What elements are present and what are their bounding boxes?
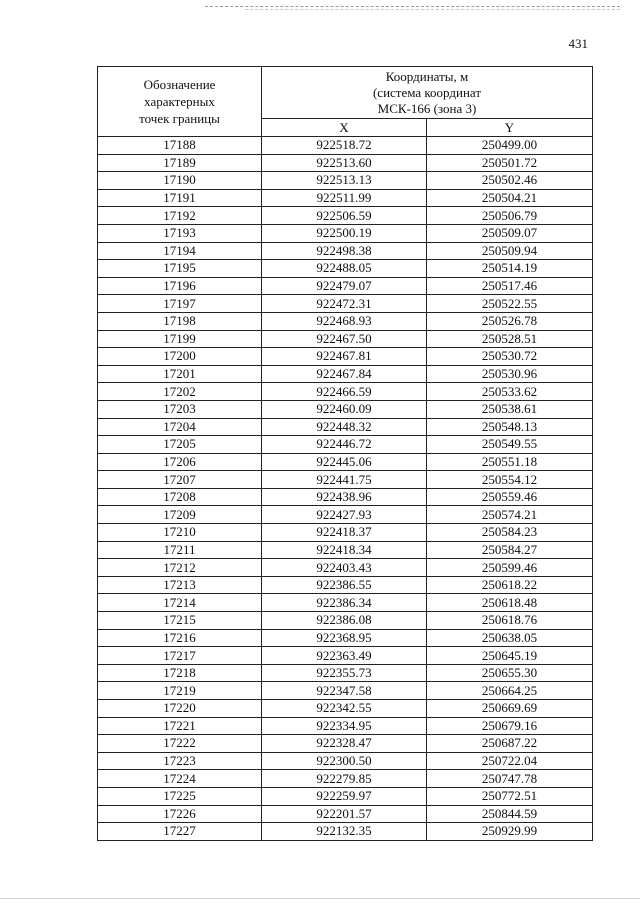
header-point-designation bbox=[98, 67, 262, 137]
point-id-cell: 17195 bbox=[98, 260, 262, 278]
y-coordinate-cell: 250618.22 bbox=[427, 576, 593, 594]
table-row bbox=[98, 453, 593, 471]
point-id-cell: 17223 bbox=[98, 752, 262, 770]
header-coordinates-line: МСК-166 (зона 3) bbox=[377, 100, 477, 116]
x-coordinate-cell: 922513.13 bbox=[262, 172, 427, 190]
y-coordinate-cell: 250509.07 bbox=[427, 224, 593, 242]
table-row bbox=[98, 664, 593, 682]
y-coordinate-cell: 250530.72 bbox=[427, 348, 593, 366]
table-row bbox=[98, 365, 593, 383]
table-row bbox=[98, 154, 593, 172]
point-id-cell: 17189 bbox=[98, 154, 262, 172]
table-row bbox=[98, 400, 593, 418]
table-row bbox=[98, 612, 593, 630]
y-coordinate-cell: 250499.00 bbox=[427, 137, 593, 155]
table-row bbox=[98, 506, 593, 524]
table-row bbox=[98, 260, 593, 278]
table-row bbox=[98, 471, 593, 489]
y-coordinate-cell: 250538.61 bbox=[427, 400, 593, 418]
x-coordinate-cell: 922418.34 bbox=[262, 541, 427, 559]
header-point-designation-line: точек границы bbox=[139, 111, 220, 126]
y-coordinate-cell: 250504.21 bbox=[427, 189, 593, 207]
point-id-cell: 17221 bbox=[98, 717, 262, 735]
y-coordinate-cell: 250549.55 bbox=[427, 436, 593, 454]
table-row bbox=[98, 524, 593, 542]
table-row bbox=[98, 418, 593, 436]
y-coordinate-cell: 250584.23 bbox=[427, 524, 593, 542]
x-coordinate-cell: 922300.50 bbox=[262, 752, 427, 770]
point-id-cell: 17226 bbox=[98, 805, 262, 823]
header-coordinates bbox=[262, 67, 593, 119]
y-coordinate-cell: 250679.16 bbox=[427, 717, 593, 735]
y-coordinate-cell: 250551.18 bbox=[427, 453, 593, 471]
y-coordinate-cell: 250528.51 bbox=[427, 330, 593, 348]
x-coordinate-cell: 922386.34 bbox=[262, 594, 427, 612]
point-id-cell: 17225 bbox=[98, 787, 262, 805]
x-coordinate-cell: 922500.19 bbox=[262, 224, 427, 242]
y-coordinate-cell: 250599.46 bbox=[427, 559, 593, 577]
point-id-cell: 17198 bbox=[98, 312, 262, 330]
point-id-cell: 17200 bbox=[98, 348, 262, 366]
header-y: Y bbox=[427, 119, 593, 137]
table-row bbox=[98, 242, 593, 260]
table-header bbox=[98, 67, 593, 137]
point-id-cell: 17201 bbox=[98, 365, 262, 383]
y-coordinate-cell: 250509.94 bbox=[427, 242, 593, 260]
point-id-cell: 17215 bbox=[98, 612, 262, 630]
point-id-cell: 17191 bbox=[98, 189, 262, 207]
x-coordinate-cell: 922467.50 bbox=[262, 330, 427, 348]
x-coordinate-cell: 922460.09 bbox=[262, 400, 427, 418]
scan-bottom-edge bbox=[0, 898, 640, 899]
y-coordinate-cell: 250506.79 bbox=[427, 207, 593, 225]
x-coordinate-cell: 922363.49 bbox=[262, 647, 427, 665]
y-coordinate-cell: 250747.78 bbox=[427, 770, 593, 788]
x-coordinate-cell: 922479.07 bbox=[262, 277, 427, 295]
x-coordinate-cell: 922438.96 bbox=[262, 488, 427, 506]
x-coordinate-cell: 922445.06 bbox=[262, 453, 427, 471]
y-coordinate-cell: 250514.19 bbox=[427, 260, 593, 278]
table-row bbox=[98, 823, 593, 841]
table-row bbox=[98, 717, 593, 735]
table-row bbox=[98, 682, 593, 700]
x-coordinate-cell: 922368.95 bbox=[262, 629, 427, 647]
y-coordinate-cell: 250530.96 bbox=[427, 365, 593, 383]
y-coordinate-cell: 250517.46 bbox=[427, 277, 593, 295]
x-coordinate-cell: 922467.81 bbox=[262, 348, 427, 366]
point-id-cell: 17209 bbox=[98, 506, 262, 524]
x-coordinate-cell: 922259.97 bbox=[262, 787, 427, 805]
table-row bbox=[98, 752, 593, 770]
x-coordinate-cell: 922488.05 bbox=[262, 260, 427, 278]
x-coordinate-cell: 922472.31 bbox=[262, 295, 427, 313]
point-id-cell: 17212 bbox=[98, 559, 262, 577]
table-row bbox=[98, 189, 593, 207]
table-row bbox=[98, 700, 593, 718]
y-coordinate-cell: 250844.59 bbox=[427, 805, 593, 823]
point-id-cell: 17222 bbox=[98, 735, 262, 753]
table-row bbox=[98, 594, 593, 612]
header-x: X bbox=[262, 119, 427, 137]
point-id-cell: 17211 bbox=[98, 541, 262, 559]
table-row bbox=[98, 207, 593, 225]
x-coordinate-cell: 922427.93 bbox=[262, 506, 427, 524]
point-id-cell: 17196 bbox=[98, 277, 262, 295]
table-row bbox=[98, 436, 593, 454]
point-id-cell: 17192 bbox=[98, 207, 262, 225]
point-id-cell: 17227 bbox=[98, 823, 262, 841]
table-row bbox=[98, 647, 593, 665]
point-id-cell: 17208 bbox=[98, 488, 262, 506]
table-row bbox=[98, 277, 593, 295]
y-coordinate-cell: 250554.12 bbox=[427, 471, 593, 489]
y-coordinate-cell: 250502.46 bbox=[427, 172, 593, 190]
x-coordinate-cell: 922355.73 bbox=[262, 664, 427, 682]
table-row bbox=[98, 805, 593, 823]
point-id-cell: 17219 bbox=[98, 682, 262, 700]
scan-top-dashes-secondary bbox=[245, 9, 620, 10]
point-id-cell: 17204 bbox=[98, 418, 262, 436]
point-id-cell: 17218 bbox=[98, 664, 262, 682]
x-coordinate-cell: 922518.72 bbox=[262, 137, 427, 155]
y-coordinate-cell: 250526.78 bbox=[427, 312, 593, 330]
y-coordinate-cell: 250584.27 bbox=[427, 541, 593, 559]
table-row bbox=[98, 330, 593, 348]
x-coordinate-cell: 922511.99 bbox=[262, 189, 427, 207]
y-coordinate-cell: 250618.48 bbox=[427, 594, 593, 612]
point-id-cell: 17193 bbox=[98, 224, 262, 242]
point-id-cell: 17206 bbox=[98, 453, 262, 471]
table-row bbox=[98, 348, 593, 366]
table-row bbox=[98, 559, 593, 577]
point-id-cell: 17199 bbox=[98, 330, 262, 348]
x-coordinate-cell: 922498.38 bbox=[262, 242, 427, 260]
table-row bbox=[98, 137, 593, 155]
table-row bbox=[98, 224, 593, 242]
x-coordinate-cell: 922418.37 bbox=[262, 524, 427, 542]
point-id-cell: 17202 bbox=[98, 383, 262, 401]
x-coordinate-cell: 922446.72 bbox=[262, 436, 427, 454]
y-coordinate-cell: 250559.46 bbox=[427, 488, 593, 506]
x-coordinate-cell: 922132.35 bbox=[262, 823, 427, 841]
x-coordinate-cell: 922466.59 bbox=[262, 383, 427, 401]
y-coordinate-cell: 250664.25 bbox=[427, 682, 593, 700]
x-coordinate-cell: 922201.57 bbox=[262, 805, 427, 823]
y-coordinate-cell: 250522.55 bbox=[427, 295, 593, 313]
y-coordinate-cell: 250722.04 bbox=[427, 752, 593, 770]
header-coordinates-line: Координаты, м bbox=[385, 68, 469, 84]
x-coordinate-cell: 922328.47 bbox=[262, 735, 427, 753]
header-point-designation-line: Обозначение bbox=[143, 77, 216, 92]
y-coordinate-cell: 250501.72 bbox=[427, 154, 593, 172]
y-coordinate-cell: 250772.51 bbox=[427, 787, 593, 805]
table-row bbox=[98, 312, 593, 330]
x-coordinate-cell: 922347.58 bbox=[262, 682, 427, 700]
y-coordinate-cell: 250687.22 bbox=[427, 735, 593, 753]
point-id-cell: 17207 bbox=[98, 471, 262, 489]
x-coordinate-cell: 922279.85 bbox=[262, 770, 427, 788]
table-row bbox=[98, 295, 593, 313]
x-coordinate-cell: 922441.75 bbox=[262, 471, 427, 489]
y-coordinate-cell: 250548.13 bbox=[427, 418, 593, 436]
point-id-cell: 17188 bbox=[98, 137, 262, 155]
x-coordinate-cell: 922513.60 bbox=[262, 154, 427, 172]
point-id-cell: 17197 bbox=[98, 295, 262, 313]
y-coordinate-cell: 250669.69 bbox=[427, 700, 593, 718]
y-coordinate-cell: 250645.19 bbox=[427, 647, 593, 665]
x-coordinate-cell: 922386.08 bbox=[262, 612, 427, 630]
table-row bbox=[98, 735, 593, 753]
x-coordinate-cell: 922334.95 bbox=[262, 717, 427, 735]
table-body bbox=[98, 137, 593, 841]
y-coordinate-cell: 250574.21 bbox=[427, 506, 593, 524]
scan-top-dashes bbox=[205, 6, 620, 7]
x-coordinate-cell: 922467.84 bbox=[262, 365, 427, 383]
table-row bbox=[98, 629, 593, 647]
point-id-cell: 17224 bbox=[98, 770, 262, 788]
y-coordinate-cell: 250638.05 bbox=[427, 629, 593, 647]
point-id-cell: 17217 bbox=[98, 647, 262, 665]
point-id-cell: 17203 bbox=[98, 400, 262, 418]
table-row bbox=[98, 488, 593, 506]
y-coordinate-cell: 250533.62 bbox=[427, 383, 593, 401]
table-row bbox=[98, 172, 593, 190]
y-coordinate-cell: 250655.30 bbox=[427, 664, 593, 682]
x-coordinate-cell: 922386.55 bbox=[262, 576, 427, 594]
point-id-cell: 17214 bbox=[98, 594, 262, 612]
header-point-designation-line: характерных bbox=[144, 94, 215, 109]
y-coordinate-cell: 250929.99 bbox=[427, 823, 593, 841]
x-coordinate-cell: 922342.55 bbox=[262, 700, 427, 718]
page-number: 431 bbox=[568, 36, 588, 51]
x-coordinate-cell: 922506.59 bbox=[262, 207, 427, 225]
point-id-cell: 17194 bbox=[98, 242, 262, 260]
y-coordinate-cell: 250618.76 bbox=[427, 612, 593, 630]
table-row bbox=[98, 770, 593, 788]
point-id-cell: 17190 bbox=[98, 172, 262, 190]
x-coordinate-cell: 922448.32 bbox=[262, 418, 427, 436]
point-id-cell: 17210 bbox=[98, 524, 262, 542]
table-row bbox=[98, 541, 593, 559]
point-id-cell: 17220 bbox=[98, 700, 262, 718]
header-coordinates-line: (система координат bbox=[372, 84, 482, 100]
point-id-cell: 17205 bbox=[98, 436, 262, 454]
table-row bbox=[98, 787, 593, 805]
table-row bbox=[98, 383, 593, 401]
point-id-cell: 17213 bbox=[98, 576, 262, 594]
x-coordinate-cell: 922403.43 bbox=[262, 559, 427, 577]
x-coordinate-cell: 922468.93 bbox=[262, 312, 427, 330]
table-row bbox=[98, 576, 593, 594]
coordinates-table bbox=[97, 66, 593, 841]
point-id-cell: 17216 bbox=[98, 629, 262, 647]
